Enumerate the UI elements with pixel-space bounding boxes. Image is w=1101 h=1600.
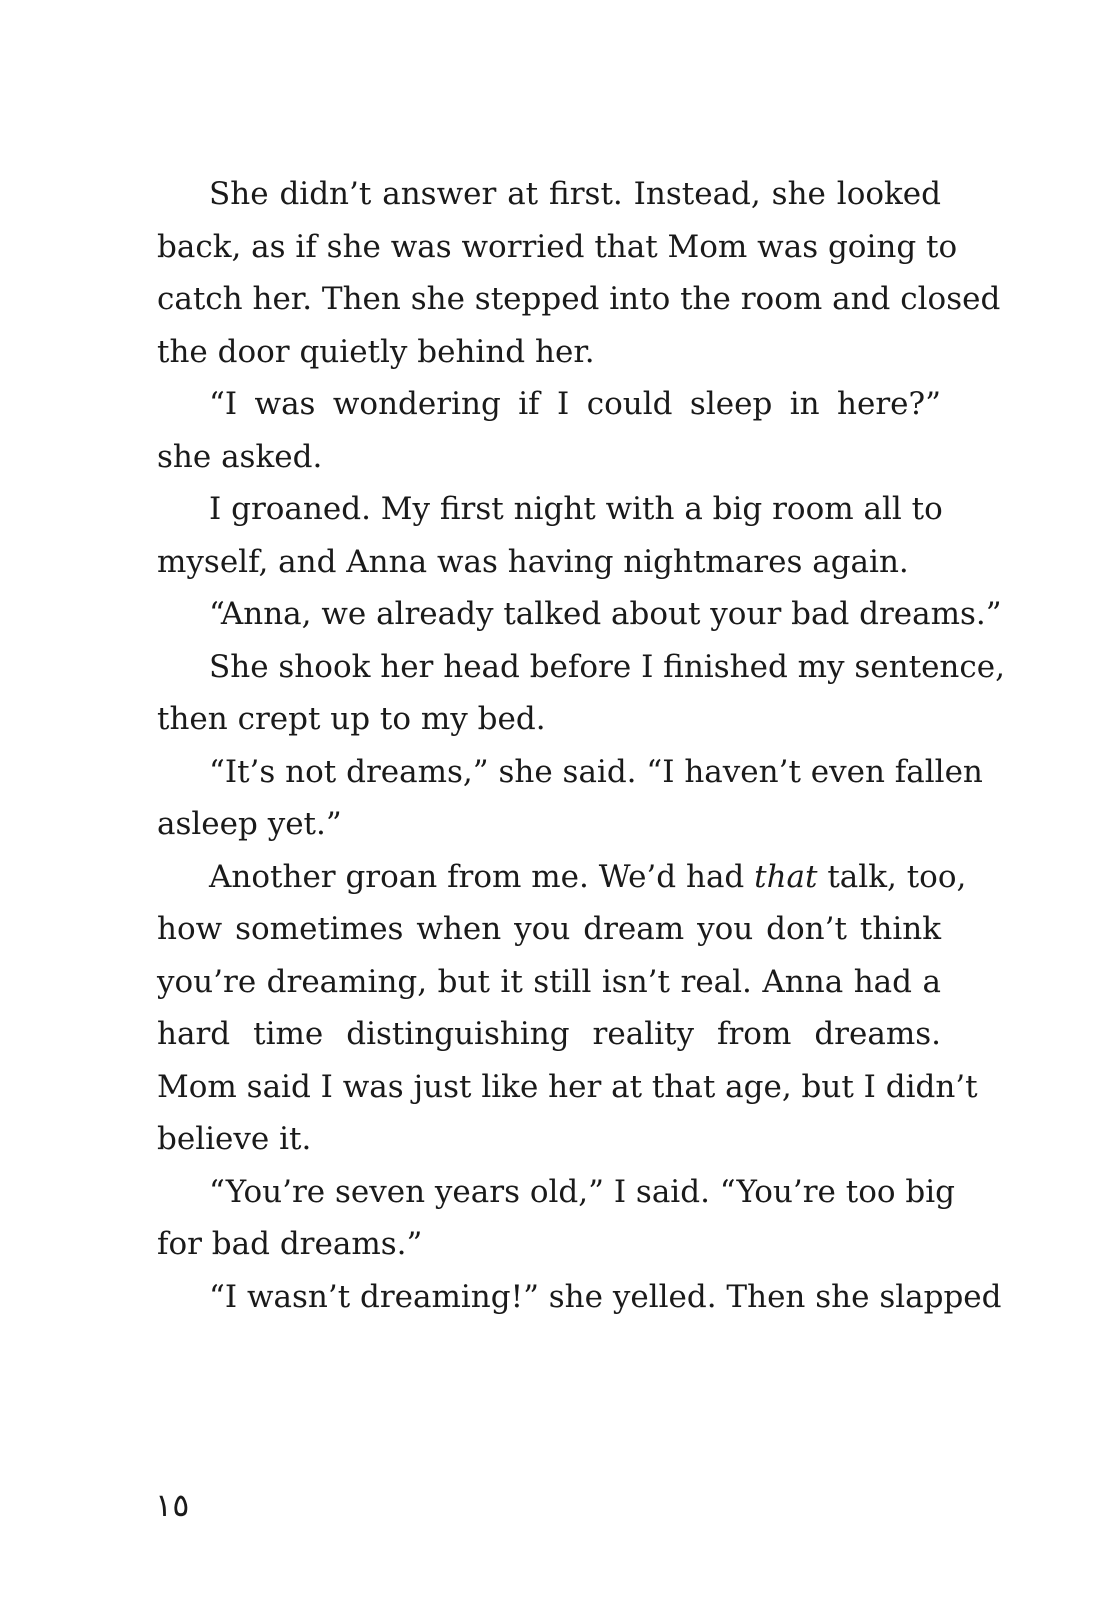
text-line: Mom said I was just like her at that age, but I didn’t [157, 1068, 978, 1105]
text-line: catch her. Then she stepped into the room and closed [157, 281, 1001, 317]
text-line: “It’s not dreams,” she said. “I haven’t even fallen [209, 753, 983, 790]
text-line: the door quietly behind her. [157, 333, 595, 370]
paragraph [157, 746, 983, 851]
paragraph [157, 851, 978, 1166]
text-line: She didn’t answer at first. Instead, she looked [209, 176, 941, 212]
text-line: She shook her head before I finished my sentence, [209, 648, 1005, 685]
page-number: ١٥ [155, 1486, 190, 1524]
text-line: myself, and Anna was having nightmares again. [157, 543, 909, 580]
text-line [157, 851, 967, 904]
text-line: “Anna, we already talked about your bad dreams.” [209, 596, 1002, 632]
text-line: believe it. [157, 1121, 312, 1157]
text-line: “I wasn’t dreaming!” she yelled. Then she slapped [209, 1278, 1002, 1315]
text-line: asleep yet.” [157, 806, 342, 842]
text-line: then crept up to my bed. [157, 701, 546, 737]
text-line: “You’re seven years old,” I said. “You’re too big [209, 1173, 955, 1210]
text-line: back, as if she was worried that Mom was going to [157, 228, 958, 265]
body-text [157, 168, 1005, 1323]
paragraph [157, 1271, 1002, 1324]
paragraph [157, 483, 941, 588]
text-line: “I was wondering if I could sleep in here?” [209, 386, 941, 422]
text-line: hard time distinguishing reality from dreams. [157, 1016, 941, 1052]
paragraph [157, 378, 941, 483]
text-line: I groaned. My first night with a big room all to [209, 491, 943, 527]
text-line: you’re dreaming, but it still isn’t real. Anna had a [157, 963, 941, 1000]
text-line: she asked. [157, 438, 323, 475]
paragraph [157, 1166, 955, 1271]
paragraph [157, 641, 1005, 746]
paragraph [157, 168, 1001, 378]
text-line: for bad dreams.” [157, 1226, 423, 1262]
paragraph [157, 588, 1002, 641]
text-run: Another groan from me. We’d had [209, 858, 755, 895]
text-run: talk, too, [817, 858, 967, 895]
italic-emphasis: that [754, 858, 818, 895]
text-line: how sometimes when you dream you don’t think [157, 911, 941, 947]
